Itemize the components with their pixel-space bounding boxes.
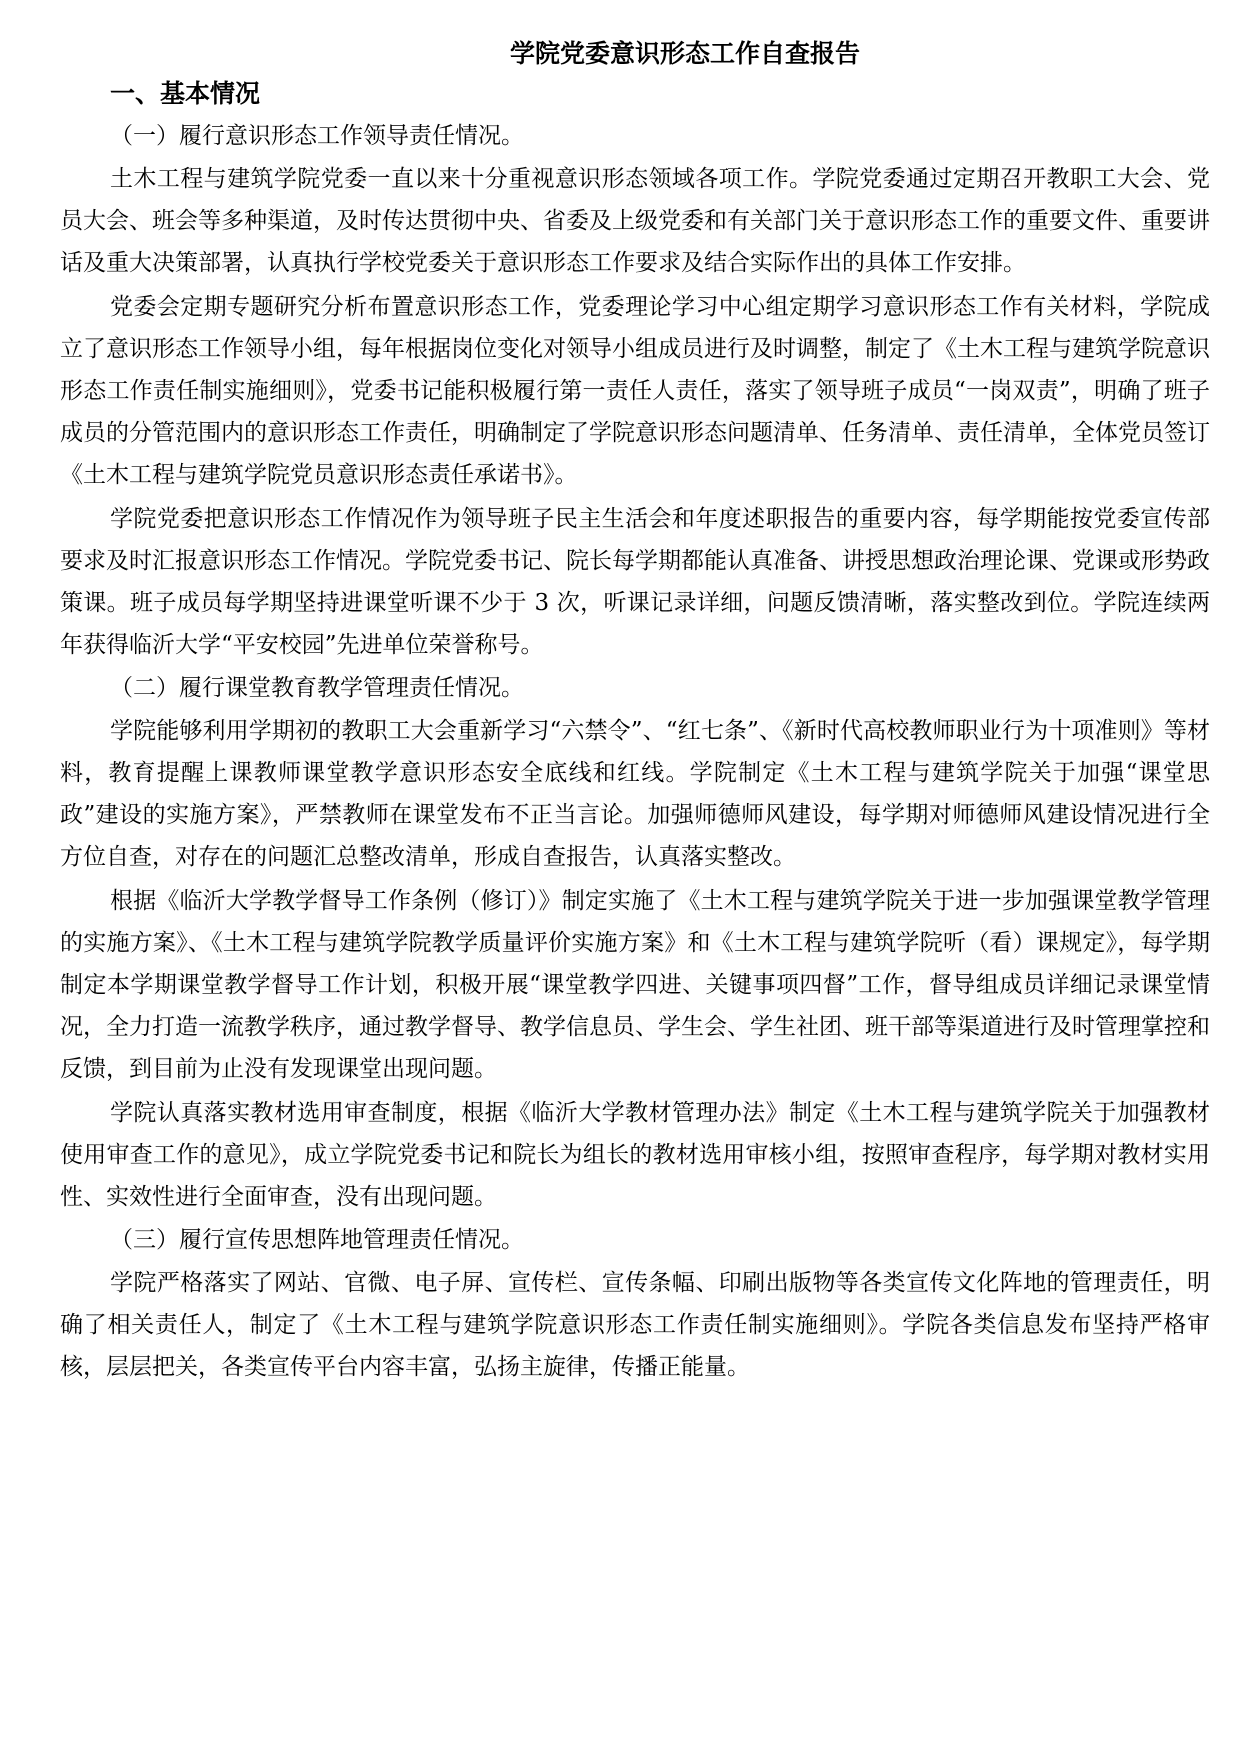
paragraph: 根据《临沂大学教学督导工作条例（修订）》制定实施了《土木工程与建筑学院关于进一步加强课堂教学管理的实施方案》、《土木工程与建筑学院教学质量评价实施方案》和《土木工程与建筑学院听（看）课规定》，每学期制定本学期课堂教学督导工作计划，积极开展“课堂教学四进、关键事项四督”工作，督导组成员详细记录课堂情况，全力打造一流教学秩序，通过教学督导、教学信息员、学生会、学生社团、班干部等渠道进行及时管理掌控和反馈，到目前为止没有发现课堂出现问题。	[60, 888, 1210, 1082]
subsection-heading-classroom: （二）履行课堂教育教学管理责任情况。	[110, 675, 524, 701]
document-title: 学院党委意识形态工作自查报告	[509, 39, 860, 68]
subsection-heading-publicity: （三）履行宣传思想阵地管理责任情况。	[110, 1227, 524, 1253]
paragraph: 学院严格落实了网站、官微、电子屏、宣传栏、宣传条幅、印刷出版物等各类宣传文化阵地的管理责任，明确了相关责任人，制定了《土木工程与建筑学院意识形态工作责任制实施细则》。学院各类信息发布坚持严格审核，层层把关，各类宣传平台内容丰富，弘扬主旋律，传播正能量。	[60, 1270, 1210, 1380]
subsection-heading-leadership: （一）履行意识形态工作领导责任情况。	[110, 123, 524, 149]
section-heading-basic-situation: 一、基本情况	[110, 79, 261, 108]
paragraph: 学院认真落实教材选用审查制度，根据《临沂大学教材管理办法》制定《土木工程与建筑学院关于加强教材使用审查工作的意见》，成立学院党委书记和院长为组长的教材选用审核小组，按照审查程序，每学期对教材实用性、实效性进行全面审查，没有出现问题。	[60, 1100, 1210, 1210]
paragraph: 学院能够利用学期初的教职工大会重新学习“六禁令”、“红七条”、《新时代高校教师职业行为十项准则》等材料，教育提醒上课教师课堂教学意识形态安全底线和红线。学院制定《土木工程与建筑学院关于加强“课堂思政”建设的实施方案》，严禁教师在课堂发布不正当言论。加强师德师风建设，每学期对师德师风建设情况进行全方位自查，对存在的问题汇总整改清单，形成自查报告，认真落实整改。	[60, 718, 1210, 870]
paragraph: 学院党委把意识形态工作情况作为领导班子民主生活会和年度述职报告的重要内容，每学期能按党委宣传部要求及时汇报意识形态工作情况。学院党委书记、院长每学期都能认真准备、讲授思想政治理论课、党课或形势政策课。班子成员每学期坚持进课堂听课不少于 3 次，听课记录详细，问题反馈清晰，落实整改到位。学院连续两年获得临沂大学“平安校园”先进单位荣誉称号。	[60, 506, 1210, 658]
document-page	[60, 34, 1210, 1390]
paragraph: 土木工程与建筑学院党委一直以来十分重视意识形态领域各项工作。学院党委通过定期召开教职工大会、党员大会、班会等多种渠道，及时传达贯彻中央、省委及上级党委和有关部门关于意识形态工作的重要文件、重要讲话及重大决策部署，认真执行学校党委关于意识形态工作要求及结合实际作出的具体工作安排。	[60, 166, 1210, 276]
paragraph: 党委会定期专题研究分析布置意识形态工作，党委理论学习中心组定期学习意识形态工作有关材料，学院成立了意识形态工作领导小组，每年根据岗位变化对领导小组成员进行及时调整，制定了《土木工程与建筑学院意识形态工作责任制实施细则》，党委书记能积极履行第一责任人责任，落实了领导班子成员“一岗双责”，明确了班子成员的分管范围内的意识形态工作责任，明确制定了学院意识形态问题清单、任务清单、责任清单，全体党员签订《土木工程与建筑学院党员意识形态责任承诺书》。	[60, 294, 1210, 488]
